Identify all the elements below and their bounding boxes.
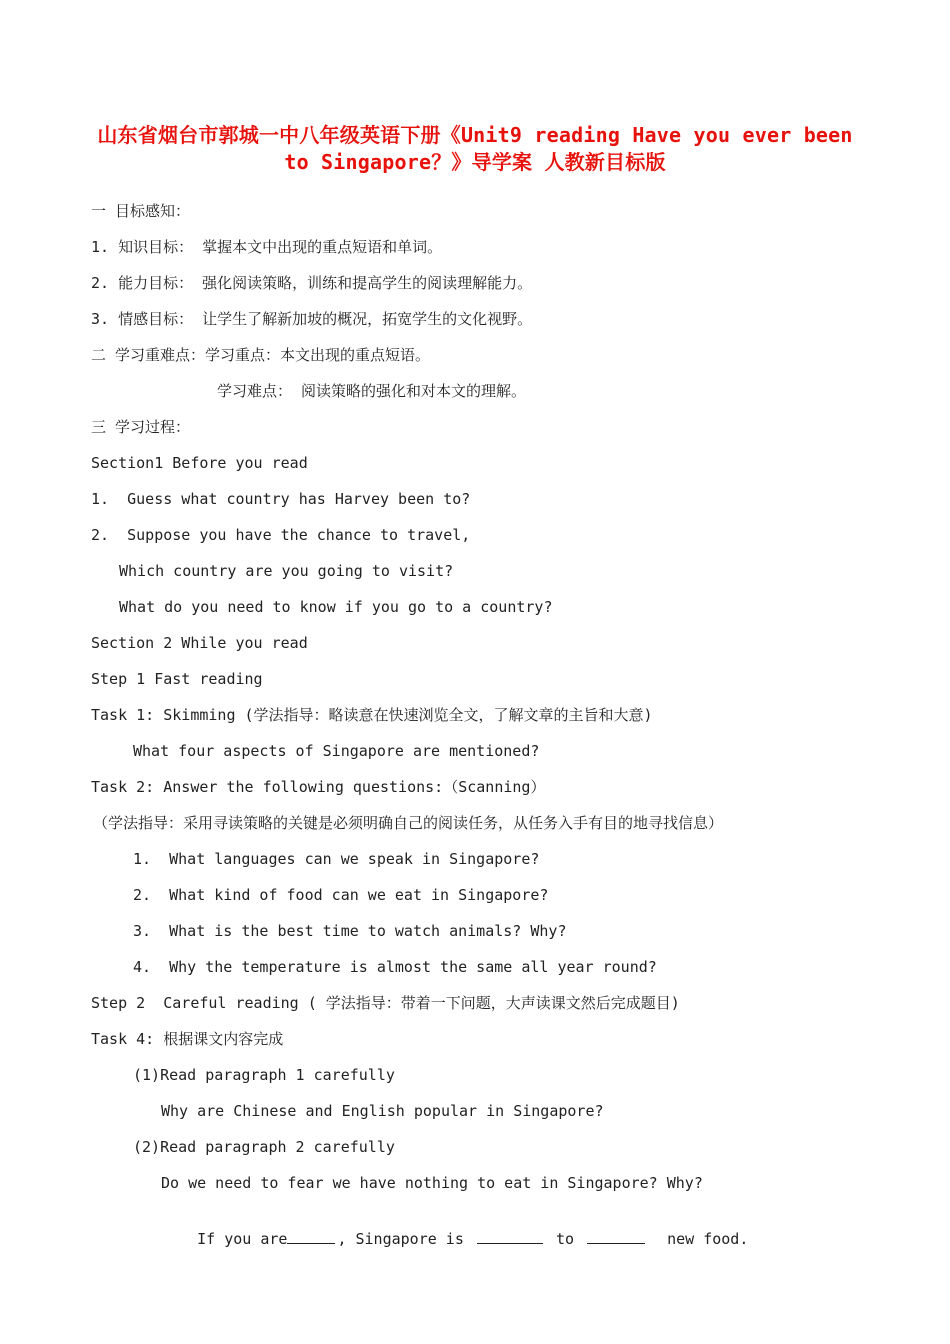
heading-objectives: 一 目标感知：	[91, 202, 191, 220]
fill-text: new food.	[667, 1230, 749, 1248]
question-item: 3. What is the best time to watch animals? Why?	[133, 922, 567, 940]
difficult-points: 学习难点： 阅读策略的强化和对本文的理解。	[217, 382, 527, 400]
question-item: 1. Guess what country has Harvey been to?	[91, 490, 471, 508]
blank-line[interactable]	[287, 1229, 335, 1244]
document-title	[60, 122, 890, 176]
task-2-heading: Task 2: Answer the following questions:（Scanning）	[91, 778, 546, 796]
step-2-heading: Step 2 Careful reading ( 学法指导：带着一下问题，大声读课文然后完成题目)	[91, 994, 680, 1012]
blank-line[interactable]	[587, 1229, 645, 1244]
question-item: 1. What languages can we speak in Singapore?	[133, 850, 540, 868]
fill-text: If you are	[197, 1230, 288, 1248]
paragraph-instruction: (2)Read paragraph 2 carefully	[133, 1138, 395, 1156]
paragraph-instruction: (1)Read paragraph 1 carefully	[133, 1066, 395, 1084]
fill-text: , Singapore is	[337, 1230, 464, 1248]
question-item: Why are Chinese and English popular in Singapore?	[161, 1102, 604, 1120]
question-item: Do we need to fear we have nothing to eat in Singapore? Why?	[161, 1174, 703, 1192]
study-guide-note: （学法指导：采用寻读策略的关键是必须明确自己的阅读任务，从任务入手有目的地寻找信息）	[93, 814, 724, 832]
question-item: 2. Suppose you have the chance to travel,	[91, 526, 471, 544]
objective-knowledge: 1. 知识目标： 掌握本文中出现的重点短语和单词。	[91, 238, 443, 256]
heading-process: 三 学习过程：	[91, 418, 191, 436]
task-1-heading: Task 1: Skimming (学法指导：略读意在快速浏览全文，了解文章的主旨和大意)	[91, 706, 653, 724]
section-1-heading: Section1 Before you read	[91, 454, 308, 472]
heading-key-points: 二 学习重难点：学习重点：本文出现的重点短语。	[91, 346, 431, 364]
fill-text: to	[555, 1230, 574, 1248]
fill-in-blank-sentence	[161, 1209, 749, 1248]
title-line-1: 山东省烟台市郭城一中八年级英语下册《Unit9 reading Have you ever been	[97, 123, 853, 147]
objective-ability: 2. 能力目标： 强化阅读策略，训练和提高学生的阅读理解能力。	[91, 274, 533, 292]
question-item: 4. Why the temperature is almost the same all year round?	[133, 958, 657, 976]
objective-emotion: 3. 情感目标： 让学生了解新加坡的概况，拓宽学生的文化视野。	[91, 310, 533, 328]
step-1-heading: Step 1 Fast reading	[91, 670, 263, 688]
question-item: What four aspects of Singapore are mentioned?	[133, 742, 540, 760]
question-item: 2. What kind of food can we eat in Singapore?	[133, 886, 549, 904]
task-4-heading: Task 4: 根据课文内容完成	[91, 1030, 284, 1048]
blank-line[interactable]	[477, 1229, 543, 1244]
section-2-heading: Section 2 While you read	[91, 634, 308, 652]
question-item: What do you need to know if you go to a country?	[119, 598, 553, 616]
title-line-2: to Singapore？》导学案 人教新目标版	[284, 150, 666, 174]
question-item: Which country are you going to visit?	[119, 562, 454, 580]
